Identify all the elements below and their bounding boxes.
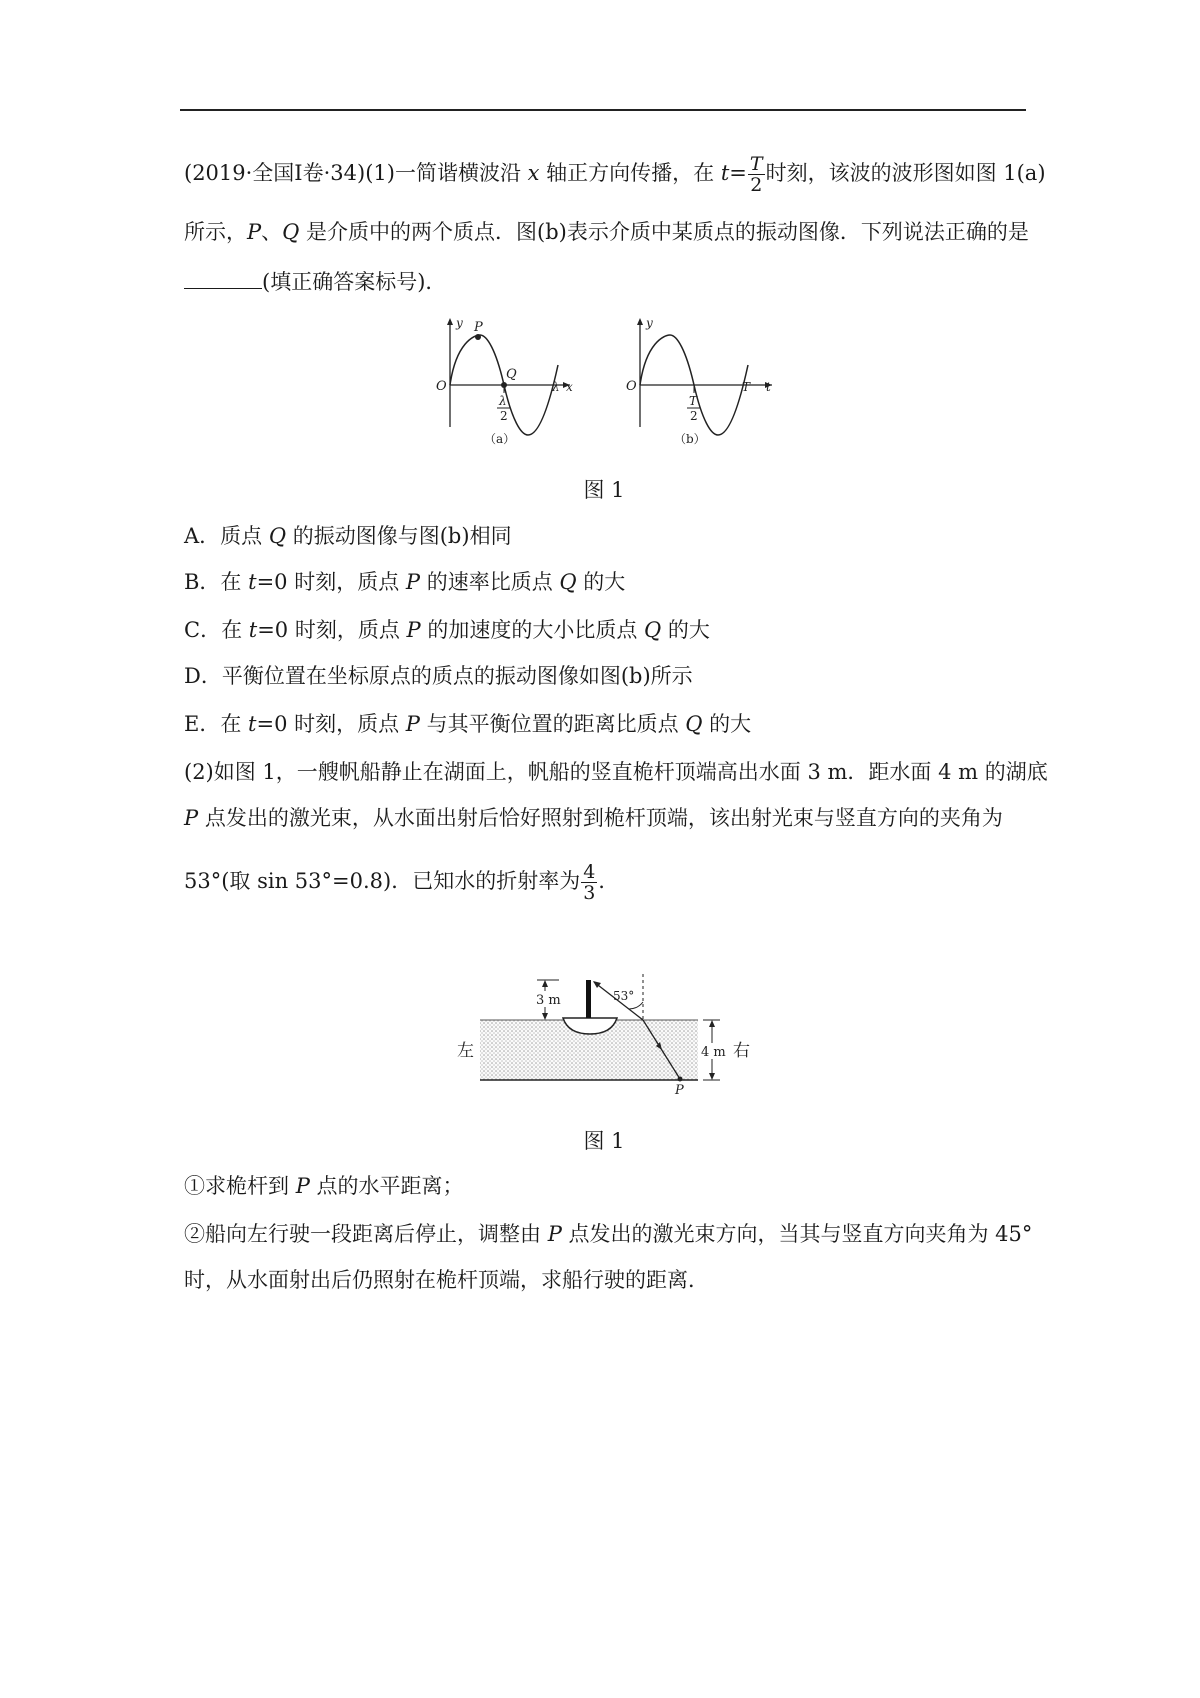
mast-dim-arrow-top [542, 980, 548, 987]
figure-a [436, 316, 573, 446]
var-t: t [248, 618, 258, 642]
option-E-eq: =0 时刻，质点 [256, 712, 406, 736]
mast-dim-arrow-bottom [542, 1013, 548, 1020]
q2-figure-caption: 图 1 [583, 1129, 625, 1153]
figure-a-origin-label: O [436, 379, 447, 394]
q1-line2-suffix: 是介质中的两个质点．图(b)表示介质中某质点的振动图像．下列说法正确的是 [299, 220, 1029, 244]
option-B-mid: 的速率比质点 [420, 570, 560, 594]
q2-line3-prefix: 53°(取 sin 53°=0.8)．已知水的折射率为 [184, 869, 581, 893]
figure-b-y-label: y [646, 316, 653, 330]
q2-line2-rest: 点发出的激光束，从水面出射后恰好照射到桅杆顶端，该出射光束与竖直方向的夹角为 [198, 806, 1003, 830]
depth-label: 4 m [701, 1045, 726, 1060]
right-label: 右 [733, 1041, 750, 1061]
option-B-label: B．在 [184, 570, 249, 594]
option-B-eq: =0 时刻，质点 [256, 570, 406, 594]
figure-b [626, 316, 772, 446]
var-Q: Q [282, 220, 300, 244]
q1-line3-suffix: (填正确答案标号)． [262, 270, 447, 294]
figure-a-y-label: y [456, 316, 463, 330]
point-P [678, 1077, 683, 1082]
option-C-eq: =0 时刻，质点 [257, 618, 407, 642]
var-P: P [295, 1174, 310, 1198]
q2-line1 [184, 758, 1048, 786]
var-P: P [247, 220, 262, 244]
var-P: P [547, 1222, 562, 1246]
depth-arrow-bottom [709, 1073, 715, 1080]
option-E[interactable] [184, 710, 1029, 738]
var-t: t [720, 161, 730, 185]
var-P: P [405, 712, 420, 736]
var-t: t [248, 712, 257, 736]
q2-line3-suffix: . [598, 869, 605, 893]
figure-b-caption: （b） [674, 432, 706, 446]
frac-num: 4 [583, 861, 596, 883]
q2-sub2-rest: 点发出的激光束方向，当其与竖直方向夹角为 45° [561, 1222, 1033, 1246]
figure-a-lambda-label: λ [552, 380, 560, 394]
var-P: P [405, 570, 421, 594]
figure-b-half-den: 2 [690, 409, 698, 423]
var-P: P [184, 806, 199, 830]
q1-line2-prefix: 所示， [184, 220, 247, 244]
figure-a-x-label: x [566, 380, 573, 394]
figure-a-Q-label: Q [506, 367, 517, 382]
figure-a-point-Q [501, 382, 507, 388]
option-B-rest: 的大 [576, 570, 626, 594]
var-Q: Q [685, 712, 703, 736]
option-B[interactable] [184, 568, 1029, 596]
q2-line2 [184, 804, 1029, 832]
q2-sub2 [184, 1220, 1033, 1248]
depth-arrow-top [709, 1020, 715, 1027]
left-label: 左 [457, 1041, 474, 1061]
q2-sub2-line2 [184, 1266, 1029, 1294]
var-P: P [406, 618, 421, 642]
q1-line1-mid: 轴正方向传播，在 [539, 161, 721, 185]
figure-a-caption: （a） [484, 432, 516, 446]
frac-den: 2 [750, 174, 763, 196]
figure-a-y-arrow [447, 318, 453, 325]
option-D[interactable] [184, 662, 1029, 690]
q2-sub2-line2-text: 时，从水面射出后仍照射在桅杆顶端，求船行驶的距离． [184, 1268, 709, 1292]
q1-line1 [184, 153, 1046, 196]
figure-b-T-label: T [742, 380, 751, 394]
angle-arc [629, 1002, 643, 1009]
q1-line3 [184, 268, 1029, 296]
figure-b-t-label: t [766, 380, 771, 394]
option-D-text: D．平衡位置在坐标原点的质点的振动图像如图(b)所示 [184, 664, 693, 688]
mast-height-label: 3 m [536, 993, 561, 1008]
option-C-rest: 的大 [661, 618, 710, 642]
point-P-label: P [675, 1083, 684, 1098]
figure-b-origin-label: O [626, 379, 637, 394]
q2-sub2-prefix: ②船向左行驶一段距离后停止，调整由 [184, 1222, 548, 1246]
figure-a-half-num: λ [499, 394, 507, 408]
mast [586, 980, 591, 1018]
frac-den: 3 [583, 882, 596, 904]
figure-a-half-den: 2 [500, 409, 508, 423]
q2-line1-text: (2)如图 1，一艘帆船静止在湖面上，帆船的竖直桅杆顶端高出水面 3 m．距水面 4 m 的湖底 [184, 760, 1048, 784]
q1-line1-prefix: (2019·全国Ⅰ卷·34)(1)一简谐横波沿 [184, 161, 528, 185]
boat-laser-figure [455, 970, 775, 1098]
var-t: t [248, 570, 257, 594]
q2-line3 [184, 862, 1029, 903]
answer-blank[interactable] [184, 268, 262, 289]
equals: = [729, 161, 747, 185]
option-A[interactable] [184, 522, 1029, 550]
header-rule [180, 109, 1026, 111]
option-E-rest: 的大 [702, 712, 752, 736]
q2-sub1-prefix: ①求桅杆到 [184, 1174, 296, 1198]
q2-sub1-rest: 点的水平距离； [309, 1174, 464, 1198]
option-C-label: C．在 [184, 618, 249, 642]
var-Q: Q [268, 524, 287, 548]
frac-num: T [749, 153, 763, 175]
option-E-label: E．在 [184, 712, 249, 736]
q2-sub1 [184, 1172, 1029, 1200]
fraction-4-over-3 [581, 862, 597, 903]
figure-b-y-arrow [637, 318, 643, 325]
var-Q: Q [559, 570, 577, 594]
q1-figure-caption: 图 1 [583, 478, 625, 502]
figure-a-P-label: P [474, 320, 483, 335]
q1-line2 [184, 218, 1029, 246]
option-C-mid: 的加速度的大小比质点 [420, 618, 645, 642]
option-A-rest: 的振动图像与图(b)相同 [286, 524, 512, 548]
fraction-T-over-2 [748, 154, 765, 195]
angle-label: 53° [613, 989, 635, 1003]
var-Q: Q [644, 618, 662, 642]
q1-line1-suffix: 时刻，该波的波形图如图 1(a) [765, 161, 1046, 185]
var-x: x [527, 161, 540, 185]
option-A-label: A．质点 [184, 524, 269, 548]
wave-figures [430, 315, 790, 455]
separator: 、 [261, 220, 283, 244]
option-C[interactable] [184, 616, 1029, 644]
figure-b-half-num: T [689, 394, 698, 408]
option-E-mid: 与其平衡位置的距离比质点 [419, 712, 686, 736]
